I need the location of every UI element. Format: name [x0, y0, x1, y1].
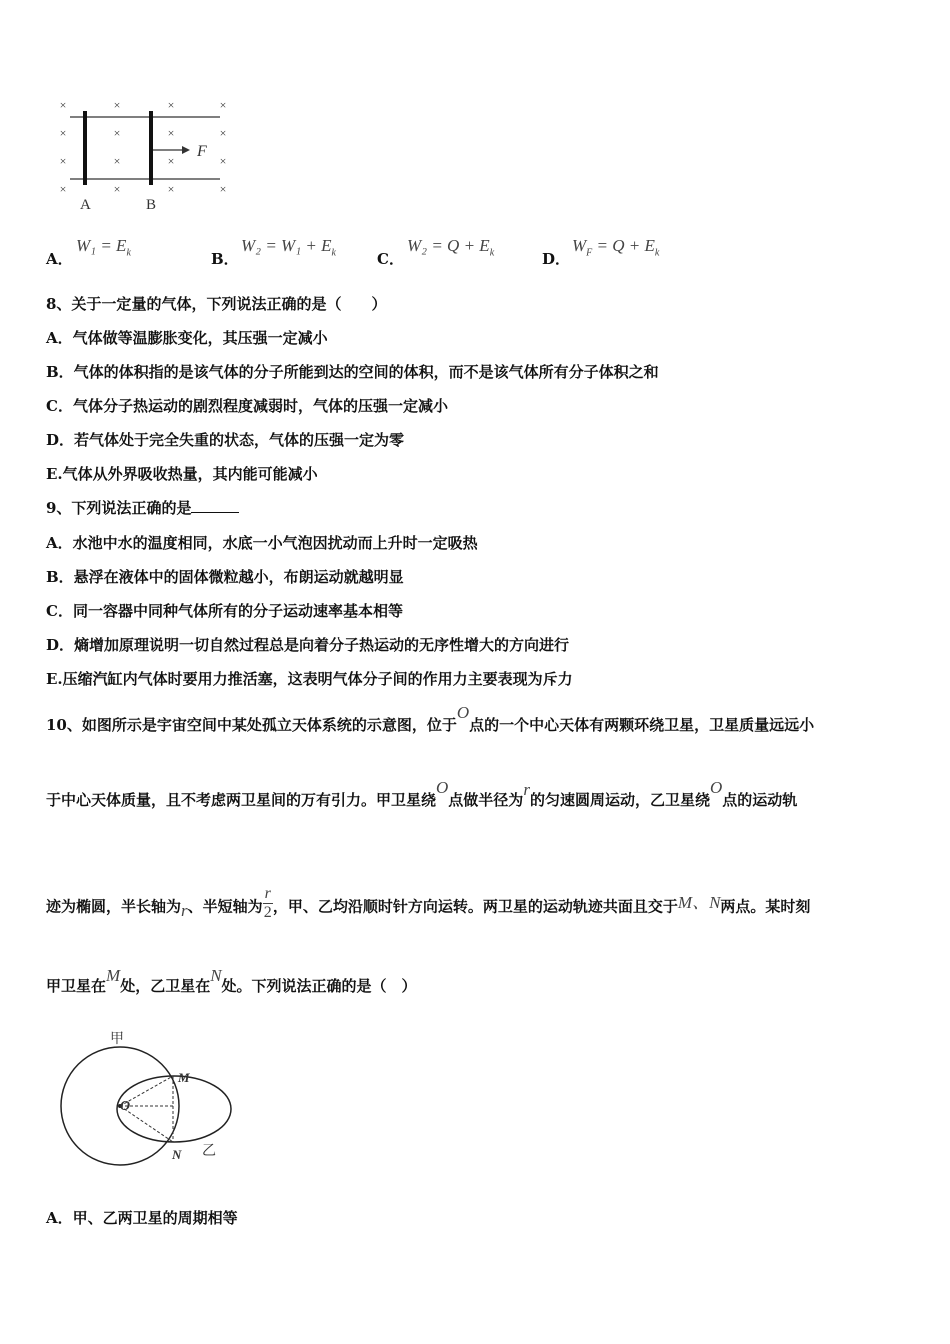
label-a: A — [80, 197, 91, 213]
label-jia: 甲 — [110, 1032, 124, 1047]
q9-option-a: A．水池中水的温度相同，水底一小气泡因扰动而上升时一定吸热 — [46, 534, 478, 552]
label-yi: 乙 — [202, 1144, 216, 1159]
label-o: O — [120, 1099, 131, 1114]
q8-option-a: A．气体做等温膨胀变化，其压强一定减小 — [46, 329, 328, 347]
q7-option-a-label: A． — [46, 250, 73, 268]
svg-text:×: × — [113, 182, 121, 196]
q10-line-2: 于中心天体质量，且不考虑两卫星间的万有引力。甲卫星绕O点做半径为r的匀速圆周运动，乙卫星绕O点的运动轨 — [46, 778, 798, 809]
q10-line-3: 迹为椭圆，半长轴为r、半短轴为 $\frac{r}{2}$ ，甲、乙均沿顺时针方向运转。两卫星的运动轨迹共面且交于M、N两点。某时刻 — [46, 885, 811, 921]
svg-text:×: × — [167, 182, 175, 196]
svg-text:×: × — [167, 154, 175, 168]
q7-option-c-formula: $W_2 = Q + E_k$ — [407, 236, 495, 259]
q8-option-b: B．气体的体积指的是该气体的分子所能到达的空间的体积，而不是该气体所有分子体积之和 — [46, 363, 659, 381]
svg-text:×: × — [219, 98, 227, 112]
q9-stem: 9、下列说法正确的是 — [46, 498, 239, 518]
q8-option-e: E.气体从外界吸收热量，其内能可能减小 — [46, 465, 318, 483]
q7-option-d-label: D． — [542, 250, 571, 268]
svg-text:×: × — [219, 182, 227, 196]
svg-text:×: × — [167, 126, 175, 140]
svg-text:×: × — [219, 126, 227, 140]
fraction-r-over-2: $\frac{r}{2}$ — [263, 885, 272, 921]
q7-option-d-formula: $W_F = Q + E_k$ — [572, 236, 660, 259]
svg-text:×: × — [59, 154, 67, 168]
orbit-figure — [60, 1030, 250, 1180]
force-label: F — [197, 143, 207, 160]
q7-option-a-formula: $W_1 = E_k$ — [76, 236, 131, 259]
elliptical-orbit-yi — [117, 1076, 231, 1142]
q8-option-c: C．气体分子热运动的剧烈程度减弱时，气体的压强一定减小 — [46, 397, 448, 415]
q7-option-b-formula: $W_2 = W_1 + E_k$ — [241, 236, 336, 259]
svg-text:×: × — [113, 98, 121, 112]
label-b: B — [146, 197, 157, 213]
label-m: M — [178, 1070, 190, 1085]
q10-line-1: 10、如图所示是宇宙空间中某处孤立天体系统的示意图，位于O点的一个中心天体有两颗环绕卫星，卫星质量远远小 — [46, 703, 815, 734]
svg-text:×: × — [59, 98, 67, 112]
q7-option-b-label: B． — [211, 250, 239, 268]
label-n: N — [172, 1147, 182, 1162]
q8-stem: 8、关于一定量的气体，下列说法正确的是（ ） — [46, 295, 387, 313]
svg-text:×: × — [113, 126, 121, 140]
q8-option-d: D．若气体处于完全失重的状态，气体的压强一定为零 — [46, 431, 405, 449]
q7-option-c-label: C． — [377, 250, 404, 268]
answer-blank — [191, 498, 239, 513]
q9-option-c: C．同一容器中同种气体所有的分子运动速率基本相等 — [46, 602, 403, 620]
svg-text:×: × — [59, 182, 67, 196]
svg-text:×: × — [167, 98, 175, 112]
q9-option-d: D．熵增加原理说明一切自然过程总是向着分子热运动的无序性增大的方向进行 — [46, 636, 570, 654]
rails-figure — [50, 95, 250, 215]
svg-text:×: × — [219, 154, 227, 168]
q9-option-e: E.压缩汽缸内气体时要用力推活塞，这表明气体分子间的作用力主要表现为斥力 — [46, 670, 573, 688]
q10-option-a: A．甲、乙两卫星的周期相等 — [46, 1209, 238, 1227]
svg-text:×: × — [113, 154, 121, 168]
q10-line-4: 甲卫星在M处，乙卫星在N处。下列说法正确的是（ ） — [46, 966, 417, 995]
q9-option-b: B．悬浮在液体中的固体微粒越小，布朗运动就越明显 — [46, 568, 404, 586]
svg-text:×: × — [59, 126, 67, 140]
